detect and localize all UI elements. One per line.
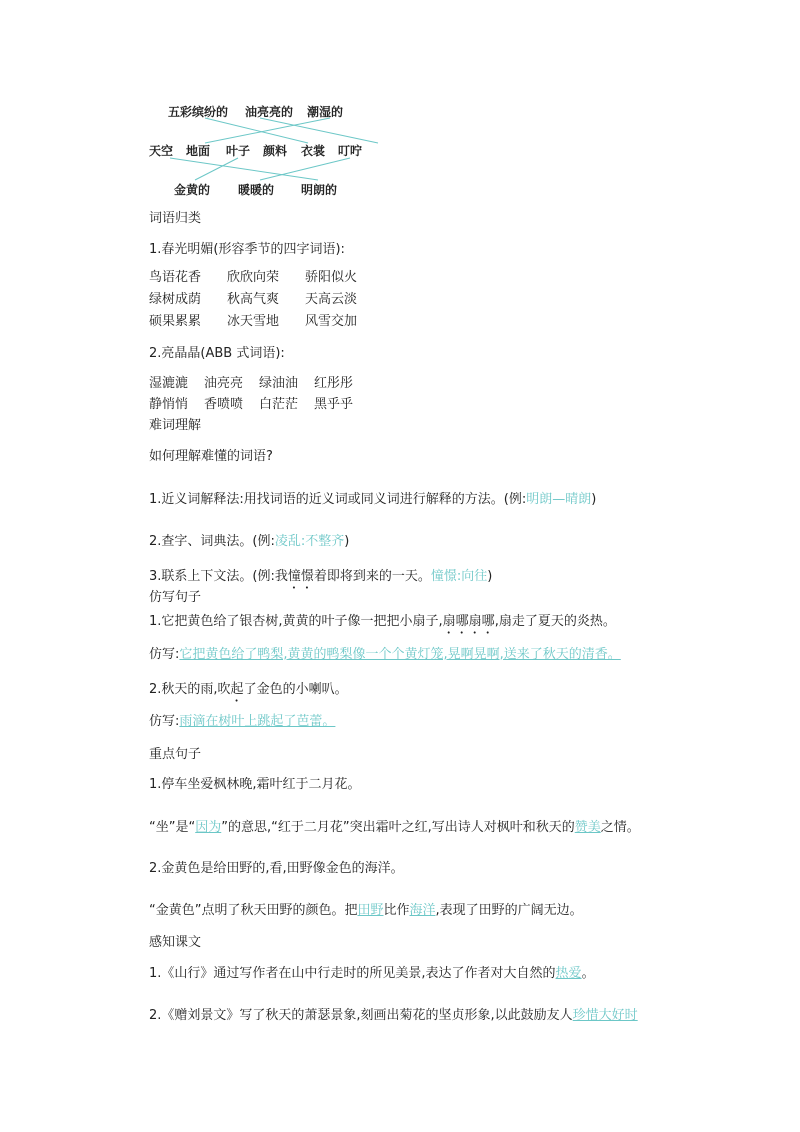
answer: 雨滴在树叶上跳起了芭蕾。 <box>179 714 336 729</box>
match-middle-4: 颜料 <box>263 144 288 158</box>
word: 秋高气爽 <box>227 292 280 307</box>
key-sentence-1: 1.停车坐爱枫林晚,霜叶红于二月花。 <box>149 777 361 792</box>
match-top-2: 油亮亮的 <box>245 105 294 119</box>
classify-q1: 1.春光明媚(形容季节的四字词语): <box>149 242 345 257</box>
dotted-word: 起 <box>230 682 244 697</box>
section-heading-difficult: 难词理解 <box>149 418 202 433</box>
match-top-3: 潮湿的 <box>307 105 344 119</box>
imitate-write-2: 仿写:雨滴在树叶上跳起了芭蕾。 <box>149 714 336 729</box>
dotted-word: 憧憬 <box>287 569 314 584</box>
perceive-1: 1.《山行》通过写作者在山中行走时的所见美景,表达了作者对大自然的热爱。 <box>149 966 595 981</box>
word: 绿树成荫 <box>149 292 202 307</box>
match-line <box>260 118 378 143</box>
answer: 因为 <box>195 820 222 835</box>
imitate-sentence-2: 2.秋天的雨,吹起了金色的小喇叭。 <box>149 682 348 697</box>
match-bottom-3: 明朗的 <box>301 183 338 197</box>
answer: 热爱 <box>555 966 582 981</box>
match-middle-2: 地面 <box>186 144 211 158</box>
key-explain-2: “金黄色”点明了秋天田野的颜色。把田野比作海洋,表现了田野的广阔无边。 <box>149 903 583 918</box>
match-line <box>195 158 238 180</box>
word: 湿漉漉 <box>149 376 189 391</box>
match-middle-1: 天空 <box>149 144 174 158</box>
match-line <box>260 158 350 180</box>
answer: 憧憬:向往 <box>430 569 488 584</box>
word: 油亮亮 <box>204 376 244 391</box>
answer: 海洋 <box>409 903 436 918</box>
word: 冰天雪地 <box>227 314 280 329</box>
classify-q1-row-3 <box>149 310 357 329</box>
word: 红彤彤 <box>314 376 354 391</box>
difficult-question: 如何理解难懂的词语? <box>149 449 273 464</box>
section-heading-perceive: 感知课文 <box>149 935 202 950</box>
classify-q1-row-1 <box>149 266 357 285</box>
imitate-sentence-1: 1.它把黄色给了银杏树,黄黄的叶子像一把把小扇子,扇哪扇哪,扇走了夏天的炎热。 <box>149 614 616 629</box>
answer: 赞美 <box>574 820 601 835</box>
word: 鸟语花香 <box>149 270 202 285</box>
key-sentence-2: 2.金黄色是给田野的,看,田野像金色的海洋。 <box>149 861 404 876</box>
imitate-write-1: 仿写:它把黄色给了鸭梨,黄黄的鸭梨像一个个黄灯笼,晃啊晃啊,送来了秋天的清香。 <box>149 647 621 662</box>
word: 黑乎乎 <box>314 397 354 412</box>
match-middle-3: 叶子 <box>226 144 251 158</box>
answer: 它把黄色给了鸭梨,黄黄的鸭梨像一个个黄灯笼,晃啊晃啊,送来了秋天的清香。 <box>179 647 621 662</box>
match-line <box>170 158 318 180</box>
word: 天高云淡 <box>305 292 358 307</box>
word: 骄阳似火 <box>305 270 358 285</box>
section-heading-key: 重点句子 <box>149 747 202 762</box>
dotted-word: 扇哪扇哪 <box>442 614 495 629</box>
answer: 凌乱:不整齐 <box>274 534 345 549</box>
match-line <box>205 118 330 143</box>
match-middle-6: 叮咛 <box>338 144 363 158</box>
method-2: 2.查字、词典法。(例:凌乱:不整齐) <box>149 534 350 549</box>
classify-q2-row-1 <box>149 372 353 391</box>
key-explain-1: “坐”是“因为”的意思,“红于二月花”突出霜叶之红,写出诗人对枫叶和秋天的赞美之情。 <box>149 820 640 835</box>
word: 欣欣向荣 <box>227 270 280 285</box>
section-heading-imitate: 仿写句子 <box>149 590 202 605</box>
word: 硕果累累 <box>149 314 202 329</box>
match-line <box>205 118 308 143</box>
word: 静悄悄 <box>149 397 189 412</box>
match-bottom-1: 金黄的 <box>174 183 211 197</box>
word: 白茫茫 <box>259 397 299 412</box>
perceive-2: 2.《赠刘景文》写了秋天的萧瑟景象,刻画出菊花的坚贞形象,以此鼓励友人珍惜大好时 <box>149 1008 638 1023</box>
answer: 明朗—晴朗 <box>526 492 592 507</box>
answer: 珍惜大好时 <box>572 1008 638 1023</box>
word: 香喷喷 <box>204 397 244 412</box>
word: 风雪交加 <box>305 314 358 329</box>
match-middle-5: 衣裳 <box>301 144 326 158</box>
section-heading-classify: 词语归类 <box>149 211 202 226</box>
classify-q2: 2.亮晶晶(ABB 式词语): <box>149 346 285 361</box>
answer: 田野 <box>357 903 384 918</box>
matching-lines <box>0 0 800 220</box>
match-top-1: 五彩缤纷的 <box>168 105 229 119</box>
classify-q1-row-2 <box>149 288 357 307</box>
classify-q2-row-2 <box>149 393 353 412</box>
method-1: 1.近义词解释法:用找词语的近义词或同义词进行解释的方法。(例:明朗—晴朗) <box>149 492 597 507</box>
word: 绿油油 <box>259 376 299 391</box>
match-bottom-2: 暖暖的 <box>238 183 275 197</box>
method-3: 3.联系上下文法。(例:我憧憬着即将到来的一天。憧憬:向往) <box>149 569 493 584</box>
